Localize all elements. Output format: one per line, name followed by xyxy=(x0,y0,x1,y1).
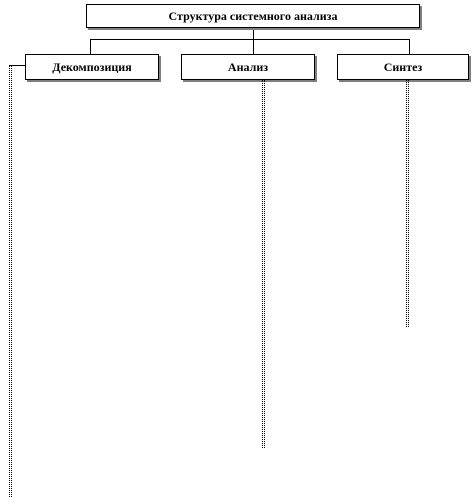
node-synthesis-label: Синтез xyxy=(383,59,423,74)
node-decomposition xyxy=(25,54,159,80)
decomposition-branch-line xyxy=(9,65,12,497)
node-decomposition-label: Декомпозиция xyxy=(52,59,132,74)
root-node xyxy=(86,4,420,28)
analysis-branch-line xyxy=(262,80,265,448)
node-analysis-label: Анализ xyxy=(227,59,269,74)
connector-synthesis xyxy=(409,39,410,54)
connector-decomposition xyxy=(90,39,91,54)
node-analysis xyxy=(181,54,315,80)
synthesis-branch-line xyxy=(406,80,409,327)
branch-bar-connector xyxy=(90,39,409,40)
decomposition-side-connector xyxy=(10,65,25,66)
root-node-label: Структура системного анализа xyxy=(168,8,338,23)
root-stem-connector xyxy=(253,28,254,39)
node-synthesis xyxy=(337,54,469,80)
connector-analysis xyxy=(253,39,254,54)
